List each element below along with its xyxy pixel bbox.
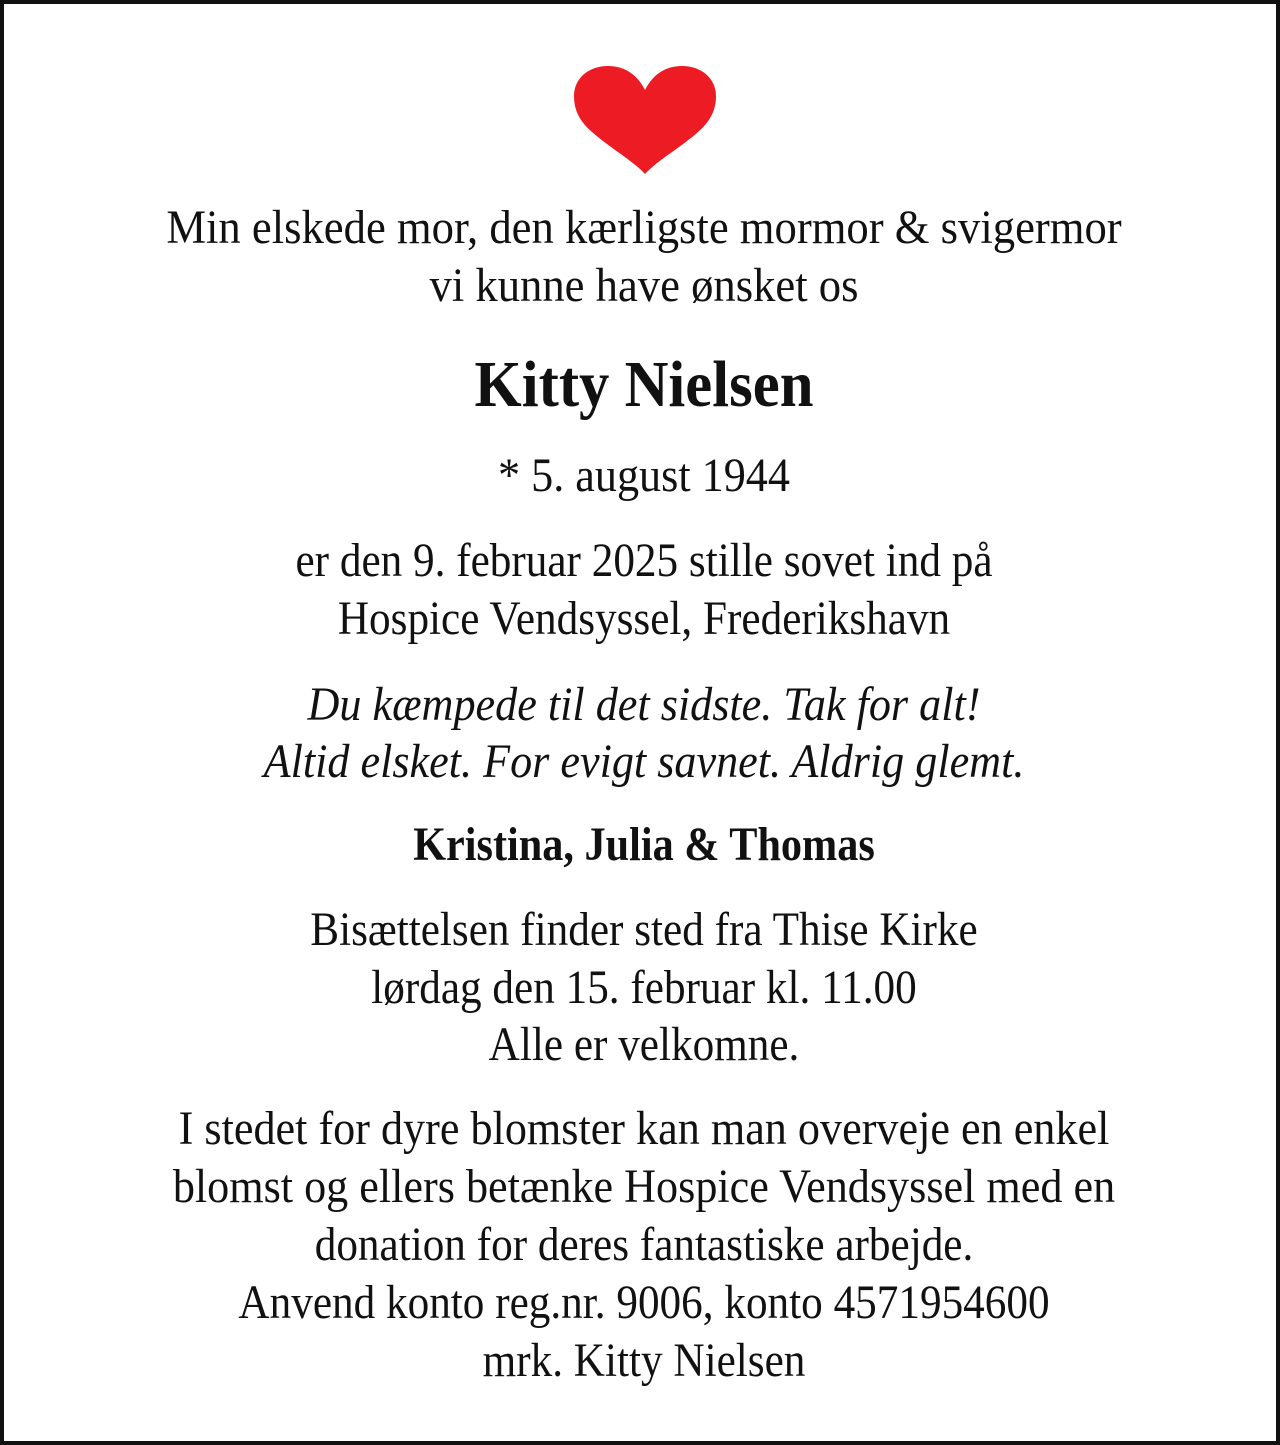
family-signature: Kristina, Julia & Thomas <box>413 818 875 871</box>
funeral-line-3: Alle er velkomne. <box>488 1018 800 1071</box>
donation-line-1: I stedet for dyre blomster kan man overveje en enkel <box>178 1102 1110 1155</box>
deceased-name: Kitty Nielsen <box>474 348 814 421</box>
death-line-2: Hospice Vendsyssel, Frederikshavn <box>337 592 951 645</box>
donation-line-3: donation for deres fantastiske arbejde. <box>314 1218 974 1271</box>
intro-line-1: Min elskede mor, den kærligste mormor & svigermor <box>166 201 1122 254</box>
birth-date: * 5. august 1944 <box>498 449 790 502</box>
funeral-line-2: lørdag den 15. februar kl. 11.00 <box>371 961 917 1014</box>
death-line-1: er den 9. februar 2025 stille sovet ind på <box>295 534 993 587</box>
quote-line-1: Du kæmpede til det sidste. Tak for alt! <box>307 678 981 731</box>
donation-mark-line: mrk. Kitty Nielsen <box>482 1334 806 1387</box>
intro-line-2: vi kunne have ønsket os <box>429 259 859 312</box>
donation-account-line: Anvend konto reg.nr. 9006, konto 4571954600 <box>238 1276 1050 1329</box>
heart-icon <box>572 64 718 176</box>
donation-line-2: blomst og ellers betænke Hospice Vendsyssel med en <box>172 1160 1116 1213</box>
quote-line-2: Altid elsket. For evigt savnet. Aldrig glemt. <box>263 735 1025 788</box>
funeral-line-1: Bisættelsen finder sted fra Thise Kirke <box>310 903 978 956</box>
